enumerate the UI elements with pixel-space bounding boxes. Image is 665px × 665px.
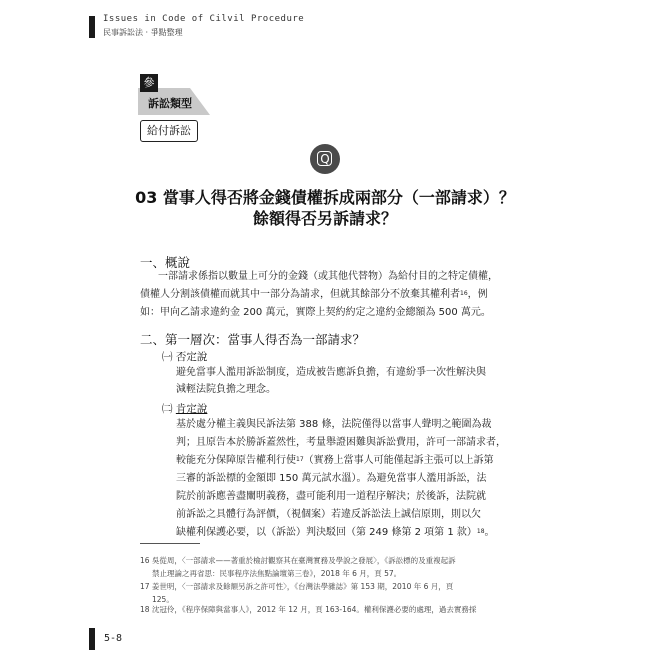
overview-line-1: 一部請求係指以數量上可分的金錢（或其他代替物）為給付目的之特定債權， xyxy=(158,271,498,282)
footnote-ref-18: 18 xyxy=(476,528,485,535)
footnote-16-line-1: 16 吳從周，〈一部請求——著重於檢討觀察其在臺灣實務及學說之發展〉，《訴訟標的及重複起訴 xyxy=(140,556,456,565)
section-title: 訴訟類型 xyxy=(148,97,192,110)
footnote-18-line-1: 18 沈冠伶，《程序保障與當事人》，2012 年 12 月，頁 163-164。權利保護必要的處理，過去實務採 xyxy=(140,605,477,614)
header-bar xyxy=(89,16,95,38)
positive-view-label: ㈡ 肯定說 xyxy=(162,403,208,415)
positive-view-line-7: 缺權利保護必要，以（訴訟）判決駁回（第 249 條第 2 項第 1 款）$^{18}$。 xyxy=(176,527,495,538)
footnote-16-line-2: 禁止理論之再省思：民事程序法焦點論壇第三卷》，2018 年 6 月，頁 57。 xyxy=(152,569,402,578)
footnote-17-line-2: 125。 xyxy=(152,595,174,604)
question-icon-letter: Q xyxy=(320,152,330,166)
positive-view-line-2: 判；且原告本於勝訴蓋然性，考量舉證困難與訴訟費用，許可一部請求者， xyxy=(176,437,506,448)
page-number: 5-8 xyxy=(104,633,123,644)
overview-line-2: 債權人分割該債權而就其中一部分為請求，但就其餘部分不放棄其權利者$^{16}$，例 xyxy=(140,289,488,300)
page-number-bar xyxy=(89,628,95,650)
category-box: 給付訴訟 xyxy=(140,120,198,142)
question-title-line1: 03 當事人得否將金錢債權拆成兩部分（一部請求）？ xyxy=(135,188,515,207)
header-chinese-title: 民事訴訟法 · 爭點整理 xyxy=(103,28,183,37)
positive-view-line-3: 較能充分保障原告權利行使$^{17}$（實務上當事人可能僅起訴主張可以上訴第 xyxy=(176,455,494,466)
footnote-17-line-1: 17 姜世明，〈一部請求及餘額另訴之許可性〉，《台灣法學雜誌》第 153 期，2010 年 6 月，頁 xyxy=(140,582,454,591)
section-badge: 參 xyxy=(140,74,158,92)
header-english-title: Issues in Code of Cilvil Procedure xyxy=(103,14,305,24)
heading-first-level: 二、第一層次：當事人得否為一部請求？ xyxy=(140,332,366,347)
footnote-divider xyxy=(140,543,200,544)
positive-view-line-6: 前訴訟之具體行為評價，（視個案）若違反訴訟法上誠信原則，則以欠 xyxy=(176,509,481,520)
question-title-line2: 餘額得否另訴請求？ xyxy=(252,209,397,228)
negative-view-line-2: 減輕法院負擔之理念。 xyxy=(176,384,276,395)
positive-view-line-1: 基於處分權主義與民訴法第 388 條，法院僅得以當事人聲明之範圍為裁 xyxy=(176,419,492,430)
overview-line-3: 如：甲向乙請求違約金 200 萬元，實際上契約約定之違約金總額為 500 萬元。 xyxy=(140,307,491,318)
footnote-ref-16: 16 xyxy=(460,290,468,297)
negative-view-label: ㈠ 否定說 xyxy=(162,351,208,363)
heading-overview: 一、概說 xyxy=(140,255,191,270)
positive-view-line-4: 三審的訴訟標的金額即 150 萬元試水溫）。為避免當事人濫用訴訟，法 xyxy=(176,473,487,484)
negative-view-line-1: 避免當事人濫用訴訟制度，造成被告應訴負擔，有違紛爭一次性解決與 xyxy=(176,367,486,378)
positive-view-line-5: 院於前訴應善盡闡明義務，盡可能利用一道程序解決；於後訴，法院就 xyxy=(176,491,486,502)
footnote-ref-17: 17 xyxy=(296,456,304,463)
